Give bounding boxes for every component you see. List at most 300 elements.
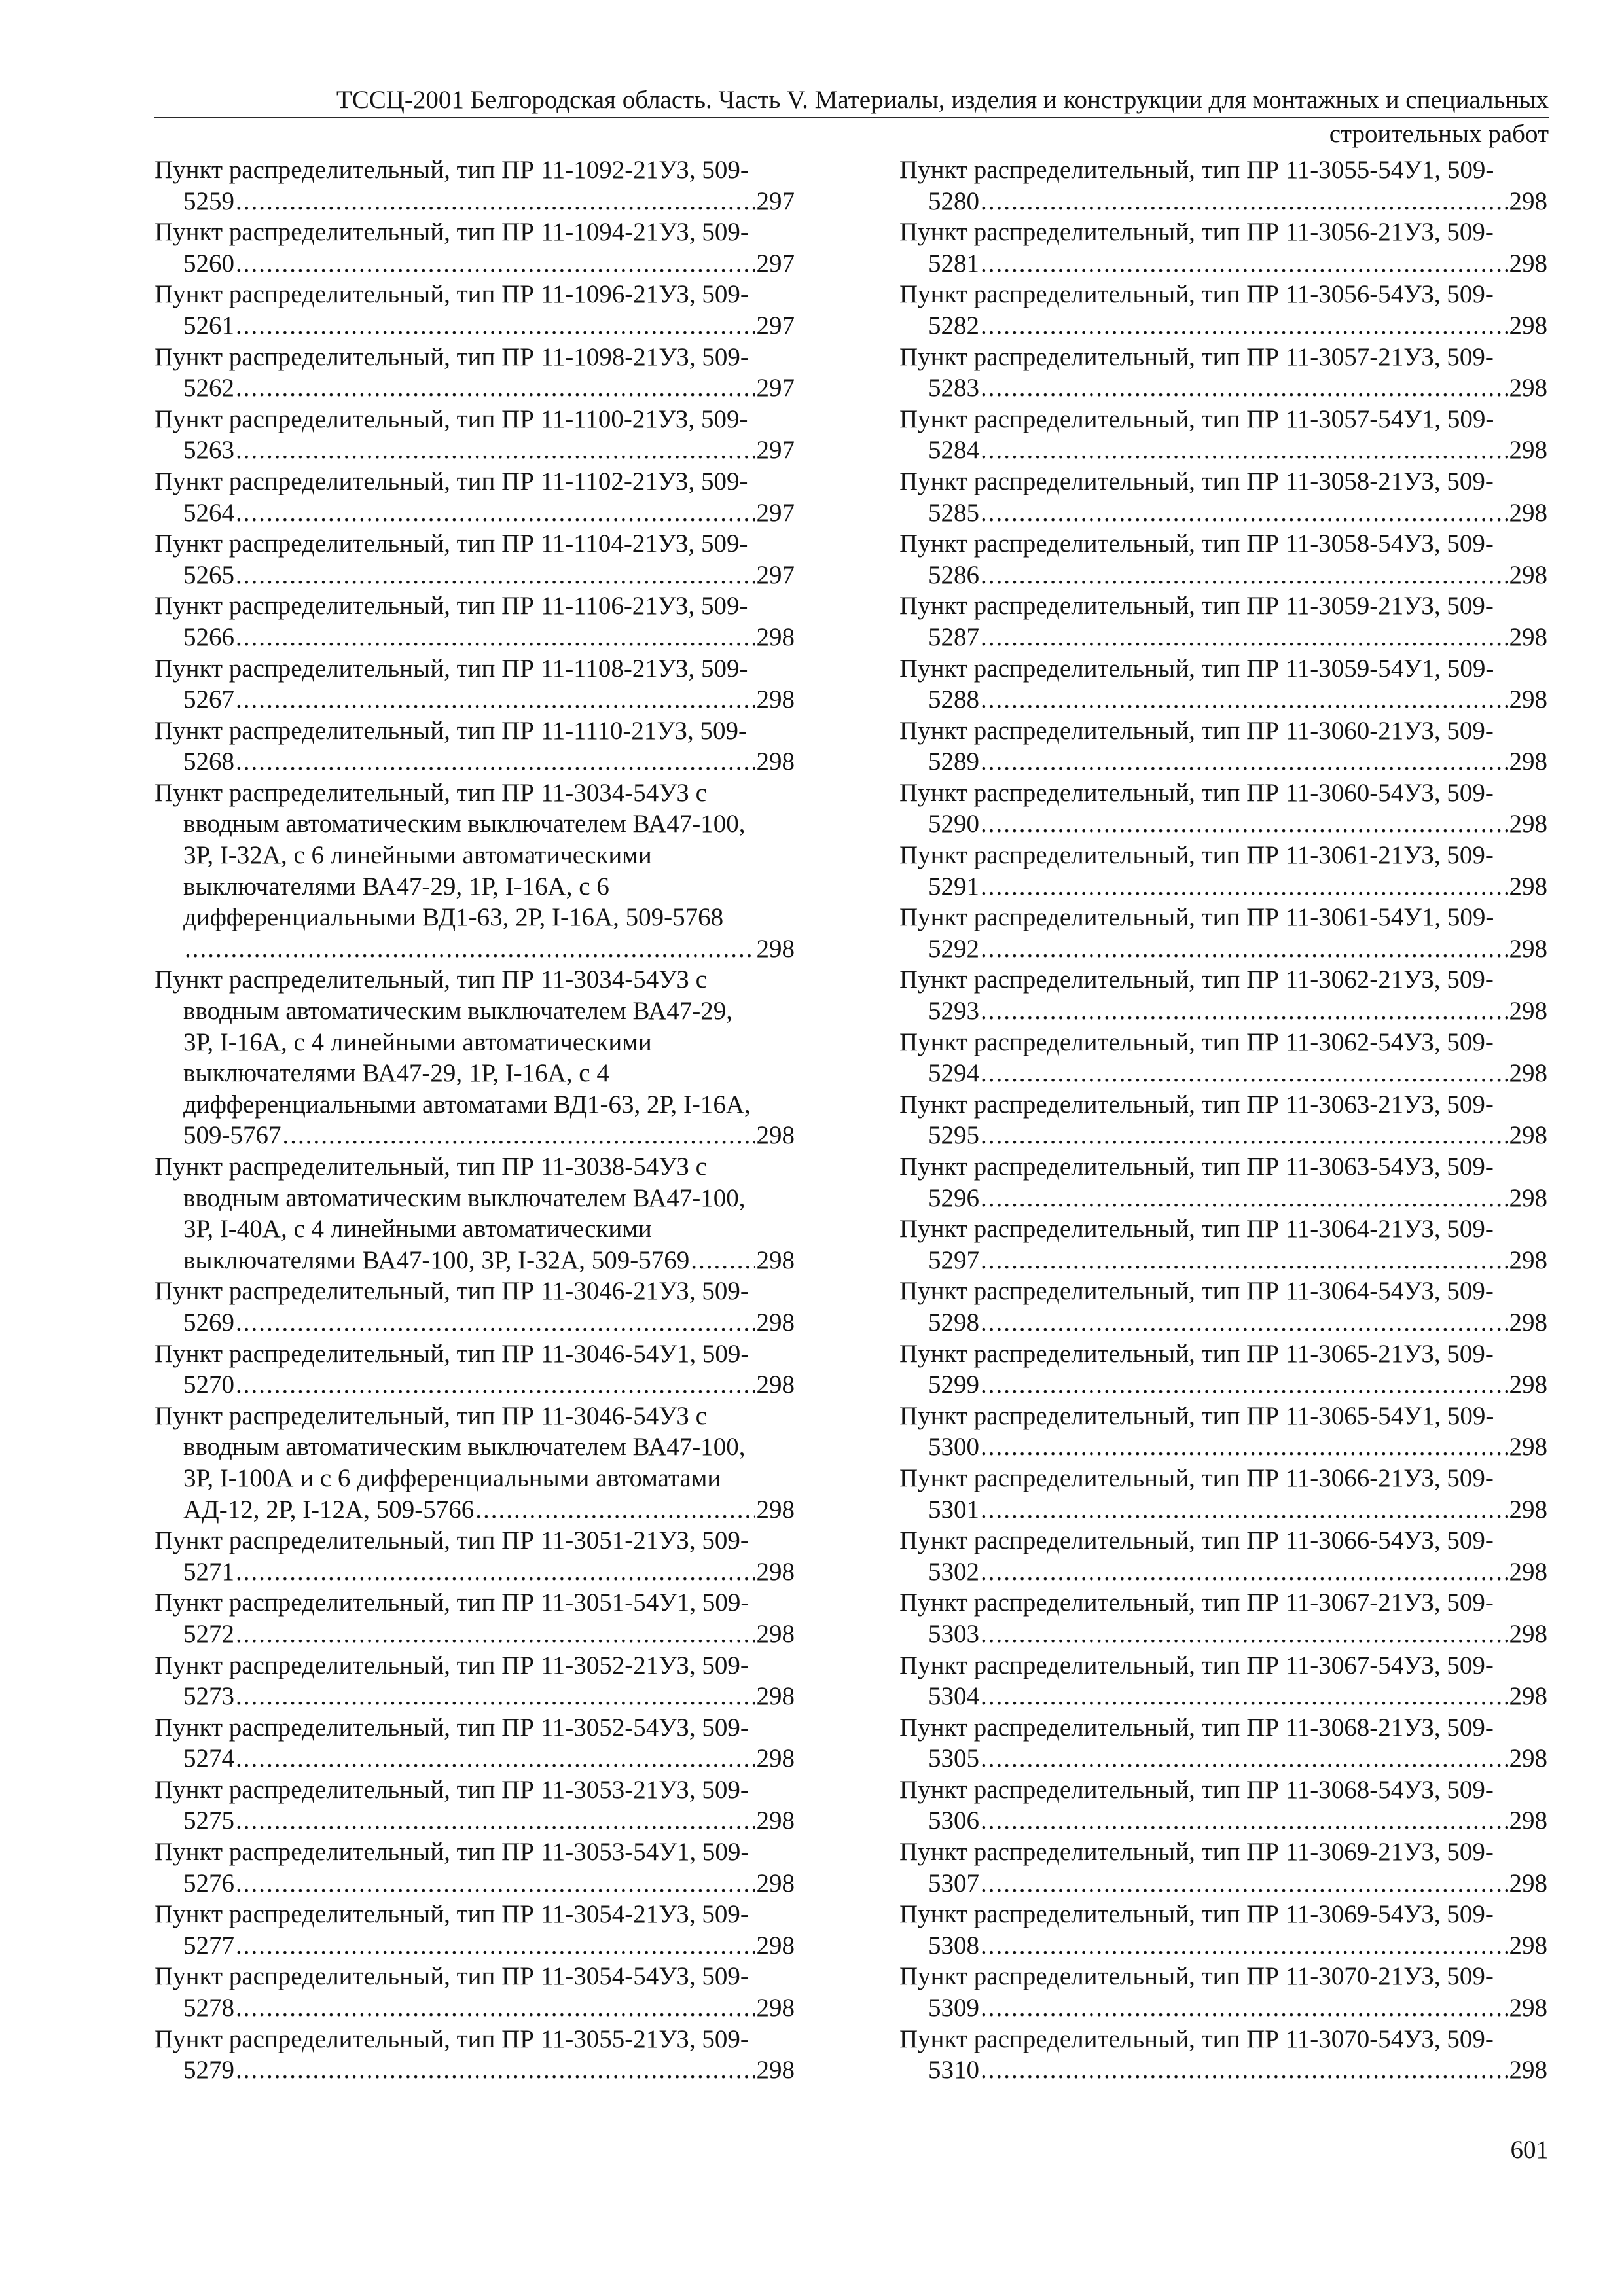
index-entry-page: 298 [756,1121,795,1150]
dot-leader [981,808,1508,840]
index-entry-code: 5301 [928,1495,979,1524]
index-entry-text: Пункт распределительный, тип ПР 11-3054-21УЗ, 509- [154,1900,749,1929]
index-entry-text: Пункт распределительный, тип ПР 11-3046-54УЗ с [154,1401,707,1430]
index-entry-page: 298 [756,2056,795,2085]
index-entry-page: 298 [756,747,795,776]
index-entry [154,715,795,778]
index-entry-page: 298 [1509,560,1547,589]
index-entry-leader-line [899,1930,1547,1962]
index-entry-page: 297 [756,560,795,589]
dot-leader [236,746,755,778]
index-entry-page: 298 [1509,872,1547,901]
index-entry-text: Пункт распределительный, тип ПР 11-3056-21УЗ, 509- [899,218,1494,247]
index-entry-page: 297 [756,249,795,278]
index-entry-leader-line [899,996,1547,1027]
index-entry-leader-line [154,1307,795,1338]
index-entry-text: Пункт распределительный, тип ПР 11-1098-21УЗ, 509- [154,342,749,371]
index-entry-code: 5269 [183,1308,234,1336]
index-entry-code: 5275 [183,1806,234,1835]
dot-leader [475,1494,755,1526]
index-entry-text: вводным автоматическим выключателем ВА47-100, [183,1183,746,1212]
index-entry-leader-line [899,1058,1547,1089]
index-entry [154,653,795,715]
index-entry-leader-line [899,622,1547,653]
index-entry-page: 298 [1509,685,1547,714]
index-entry [899,1899,1547,1961]
index-entry-code: 5262 [183,374,234,403]
dot-leader [981,1805,1508,1837]
index-entry-leader-line [899,1619,1547,1650]
index-entry-text: Пункт распределительный, тип ПР 11-3066-54УЗ, 509- [899,1526,1494,1555]
index-entry [899,1961,1547,2023]
index-entry-code: 5295 [928,1121,979,1150]
dot-leader [236,497,755,529]
index-entry-page: 298 [756,1246,795,1274]
index-entry-leader-line [154,1992,795,2024]
index-entry-page: 298 [756,685,795,714]
dot-leader [981,1930,1508,1962]
index-entry-leader-line [899,1992,1547,2024]
index-column-right [899,154,1547,2086]
index-entry-page: 298 [1509,498,1547,527]
dot-leader [236,310,755,342]
index-entry-leader-line [154,622,795,653]
index-entry-code: 5288 [928,685,979,714]
dot-leader [981,1681,1508,1712]
dot-leader [981,497,1508,529]
index-entry-page: 298 [1509,249,1547,278]
index-entry-text: Пункт распределительный, тип ПР 11-3067-21УЗ, 509- [899,1588,1494,1617]
index-entry-page: 298 [1509,1371,1547,1399]
index-entry-text: Пункт распределительный, тип ПР 11-1102-21УЗ, 509- [154,467,748,495]
index-entry-leader-line [899,1431,1547,1463]
index-entry-code: 5263 [183,436,234,465]
dot-leader [981,1307,1508,1338]
index-entry [154,1899,795,1961]
index-entry [899,528,1547,590]
index-entry-leader-line [899,1805,1547,1837]
dot-leader [981,871,1508,903]
index-entry [154,466,795,528]
index-entry-code: 5293 [928,997,979,1026]
dot-leader [236,1369,755,1401]
index-entry-text: выключателями ВА47-29, 1Р, I-16А, с 6 [183,872,609,901]
dot-leader [236,435,755,466]
index-entry [899,342,1547,404]
index-entry-page: 298 [756,1806,795,1835]
index-entry [899,964,1547,1026]
index-entry-leader-line [899,933,1547,965]
index-entry-leader-line [154,2054,795,2086]
index-entry-text: Пункт распределительный, тип ПР 11-3052-21УЗ, 509- [154,1651,749,1679]
index-entry-page: 298 [1509,1183,1547,1212]
index-entry-page: 298 [1509,622,1547,651]
index-entry-code: 509-5767 [183,1121,281,1150]
index-entry [899,1027,1547,1089]
index-entry [899,1587,1547,1649]
index-entry-code: 5276 [183,1869,234,1897]
index-entry-leader-line [899,186,1547,217]
index-entry [899,1151,1547,1213]
index-entry-code: 5294 [928,1059,979,1088]
dot-leader [236,622,755,653]
running-header: ТССЦ-2001 Белгородская область. Часть V. Материалы, изделия и конструкции для монтажных и специальных [154,85,1549,118]
index-entry-code: 5309 [928,1994,979,2022]
index-entry-text: Пункт распределительный, тип ПР 11-3060-21УЗ, 509- [899,716,1494,745]
index-entry-text: Пункт распределительный, тип ПР 11-3063-54УЗ, 509- [899,1153,1494,1181]
index-entry-leader-line [899,1868,1547,1899]
index-entry-leader-line [154,933,795,965]
index-entry [154,590,795,653]
index-entry-code: 5289 [928,747,979,776]
index-entry-code: 5266 [183,622,234,651]
index-entry-text: дифференциальными автоматами ВД1-63, 2Р, I-16А, [183,1090,751,1119]
index-entry-leader-line [899,1681,1547,1712]
dot-leader [283,1120,755,1151]
index-entry-leader-line [899,2054,1547,2086]
index-entry-page: 298 [1509,2056,1547,2085]
index-entry-text: Пункт распределительный, тип ПР 11-1094-21УЗ, 509- [154,218,749,247]
index-entry-leader-line [154,1245,795,1276]
index-entry [899,154,1547,217]
index-entry-code: 5302 [928,1557,979,1586]
index-entry-leader-line [899,684,1547,715]
index-entry-leader-line [154,1120,795,1151]
index-entry-leader-line [899,746,1547,778]
index-entry-text: Пункт распределительный, тип ПР 11-3062-21УЗ, 509- [899,965,1494,994]
dot-leader [236,1743,755,1774]
index-entry-page: 298 [1509,1059,1547,1088]
index-entry-text: Пункт распределительный, тип ПР 11-1096-21УЗ, 509- [154,280,749,309]
index-entry-leader-line [899,1245,1547,1276]
index-entry-leader-line [899,560,1547,591]
index-entry-page: 297 [756,187,795,215]
dot-leader [981,248,1508,279]
index-entry-page: 297 [756,436,795,465]
index-entry-leader-line [154,1930,795,1962]
index-entry-leader-line [899,1183,1547,1214]
index-entry-text: Пункт распределительный, тип ПР 11-3053-21УЗ, 509- [154,1775,749,1804]
index-entry-leader-line [899,497,1547,529]
index-entry-text: Пункт распределительный, тип ПР 11-3056-54УЗ, 509- [899,280,1494,309]
index-entry-leader-line [899,1556,1547,1588]
index-entry-code: 5300 [928,1433,979,1462]
index-entry-leader-line [899,372,1547,404]
index-entry-page: 298 [756,1495,795,1524]
index-entry-code: 5307 [928,1869,979,1897]
index-entry [899,653,1547,715]
index-entry-code: 5267 [183,685,234,714]
index-entry-text: Пункт распределительный, тип ПР 11-3052-54УЗ, 509- [154,1713,749,1742]
index-entry [154,778,795,965]
index-entry [154,964,795,1151]
index-entry-leader-line [154,1619,795,1650]
index-entry-code: 5271 [183,1557,234,1586]
index-entry-code: 5292 [928,934,979,963]
index-entry-leader-line [899,435,1547,466]
dot-leader [981,684,1508,715]
index-entry-leader-line [899,808,1547,840]
index-entry-page: 298 [756,1931,795,1960]
dot-leader [981,435,1508,466]
index-entry [899,715,1547,778]
index-entry [154,154,795,217]
index-entry [899,404,1547,466]
dot-leader [236,1805,755,1837]
index-entry [899,778,1547,840]
index-entry-code: 5296 [928,1183,979,1212]
index-entry-code: 5284 [928,436,979,465]
index-entry [899,1276,1547,1338]
index-entry [154,1276,795,1338]
index-entry-text: 3Р, I-100А и с 6 дифференциальными автоматами [183,1463,721,1492]
dot-leader [691,1245,755,1276]
index-entry [899,1525,1547,1587]
dot-leader [981,1868,1508,1899]
index-column-left [154,154,795,2086]
dot-leader [236,560,755,591]
index-entry-text: Пункт распределительный, тип ПР 11-1110-21УЗ, 509- [154,716,747,745]
index-entry-text: Пункт распределительный, тип ПР 11-3069-21УЗ, 509- [899,1838,1494,1867]
index-entry-text: Пункт распределительный, тип ПР 11-3064-54УЗ, 509- [899,1277,1494,1306]
dot-leader [236,186,755,217]
dot-leader [981,1183,1508,1214]
index-entry-text: Пункт распределительный, тип ПР 11-1100-21УЗ, 509- [154,404,748,433]
index-entry-text: Пункт распределительный, тип ПР 11-3051-21УЗ, 509- [154,1526,749,1555]
dot-leader [981,1369,1508,1401]
index-entry-page: 298 [1509,187,1547,215]
dot-leader [236,1930,755,1962]
index-entry-leader-line [154,1743,795,1774]
index-entry-page: 298 [756,1308,795,1336]
index-entry-code: 5280 [928,187,979,215]
index-entry [899,590,1547,653]
index-entry-code: 5303 [928,1619,979,1648]
index-entry-page: 298 [1509,1682,1547,1711]
index-entry-page: 298 [756,1557,795,1586]
index-entry [899,217,1547,279]
index-entry-page: 298 [756,1682,795,1711]
index-entry [899,902,1547,964]
index-entry-leader-line [154,248,795,279]
index-entry-code: 5277 [183,1931,234,1960]
index-entry-text: 3Р, I-32А, с 6 линейными автоматическими [183,841,652,870]
index-entry-code: 5291 [928,872,979,901]
index-entry-text: Пункт распределительный, тип ПР 11-3046-21УЗ, 509- [154,1277,749,1306]
index-entry-text: Пункт распределительный, тип ПР 11-3065-54У1, 509- [899,1401,1494,1430]
dot-leader [981,186,1508,217]
index-entry [899,1401,1547,1463]
index-entry-page: 298 [1509,1869,1547,1897]
index-entry-page: 298 [1509,311,1547,340]
index-entry [899,466,1547,528]
index-entry-leader-line [154,1369,795,1401]
dot-leader [981,1992,1508,2024]
index-entry-text: Пункт распределительный, тип ПР 11-3038-54УЗ с [154,1153,707,1181]
index-entry [154,1525,795,1587]
index-entry-code: 5299 [928,1371,979,1399]
index-entry-text: вводным автоматическим выключателем ВА47-100, [183,1433,746,1462]
dot-leader [981,1494,1508,1526]
dot-leader [236,372,755,404]
index-entry [899,1712,1547,1774]
index-entry-code: 5282 [928,311,979,340]
index-entry-leader-line [899,1369,1547,1401]
index-entry-page: 298 [1509,1744,1547,1773]
index-entry [154,1774,795,1837]
index-entry-leader-line [899,1307,1547,1338]
index-entry-text: Пункт распределительный, тип ПР 11-3059-54У1, 509- [899,654,1494,683]
index-entry-code: 5285 [928,498,979,527]
index-entry-code: 5297 [928,1246,979,1274]
index-entry-page: 298 [1509,436,1547,465]
index-entry-text: Пункт распределительный, тип ПР 11-3057-54У1, 509- [899,404,1494,433]
dot-leader [185,933,755,965]
index-entry-page: 298 [1509,1806,1547,1835]
index-entry [154,1837,795,1899]
dot-leader [981,1245,1508,1276]
index-entry-text: Пункт распределительный, тип ПР 11-3055-21УЗ, 509- [154,2024,749,2053]
index-entry [154,1650,795,1712]
index-entry [154,342,795,404]
index-entry-text: 3Р, I-16А, с 4 линейными автоматическими [183,1028,652,1056]
index-entry-page: 298 [1509,1619,1547,1648]
index-entry-text: вводным автоматическим выключателем ВА47-29, [183,997,733,1026]
index-entry-code: 5268 [183,747,234,776]
index-entry [899,1774,1547,1837]
index-entry-page: 298 [1509,934,1547,963]
index-entry-text: дифференциальными ВД1-63, 2Р, I-16А, 509-5768 [183,903,724,932]
index-entry-text: Пункт распределительный, тип ПР 11-3053-54У1, 509- [154,1838,749,1867]
index-entry-page: 298 [756,1371,795,1399]
index-entry-text: Пункт распределительный, тип ПР 11-3058-21УЗ, 509- [899,467,1494,495]
index-entry-text: Пункт распределительный, тип ПР 11-3068-21УЗ, 509- [899,1713,1494,1742]
index-entry-leader-line [154,497,795,529]
index-entry [154,279,795,341]
index-entry-text: Пункт распределительный, тип ПР 11-3059-21УЗ, 509- [899,592,1494,620]
index-entry-page: 298 [756,622,795,651]
index-entry-page: 298 [1509,997,1547,1026]
index-entry-text: Пункт распределительный, тип ПР 11-3055-54У1, 509- [899,156,1494,184]
index-entry-leader-line [899,1494,1547,1526]
index-entry-text: Пункт распределительный, тип ПР 11-3046-54У1, 509- [154,1339,749,1368]
index-entry-leader-line [154,746,795,778]
index-entry-code: 5310 [928,2056,979,2085]
index-entry-code: 5298 [928,1308,979,1336]
index-entry-text: Пункт распределительный, тип ПР 11-3064-21УЗ, 509- [899,1215,1494,1244]
index-entry-leader-line [154,1556,795,1588]
index-entry-page: 297 [756,311,795,340]
index-entry [899,1338,1547,1401]
index-entry [154,404,795,466]
index-entry-text: Пункт распределительный, тип ПР 11-3063-21УЗ, 509- [899,1090,1494,1119]
dot-leader [236,1868,755,1899]
index-entry [154,217,795,279]
index-entry [899,279,1547,341]
index-entry-text: Пункт распределительный, тип ПР 11-3034-54УЗ с [154,965,707,994]
index-entry [154,2024,795,2086]
index-entry-page: 298 [756,1619,795,1648]
index-entry [899,1837,1547,1899]
index-entry-code: 5261 [183,311,234,340]
index-entry-text: Пункт распределительный, тип ПР 11-3066-21УЗ, 509- [899,1463,1494,1492]
dot-leader [981,372,1508,404]
dot-leader [236,1681,755,1712]
index-entry-code: 5305 [928,1744,979,1773]
index-entry-leader-line [899,310,1547,342]
dot-leader [236,1307,755,1338]
index-entry-code: 5308 [928,1931,979,1960]
index-entry-leader-line [154,186,795,217]
index-entry-code: 5265 [183,560,234,589]
index-entry-code: 5286 [928,560,979,589]
index-entry-code: 5283 [928,374,979,403]
index-entry-page: 298 [1509,374,1547,403]
index-entry-text: Пункт распределительный, тип ПР 11-3054-54УЗ, 509- [154,1962,749,1991]
index-entry-text: Пункт распределительный, тип ПР 11-1108-21УЗ, 509- [154,654,748,683]
index-entry-code: 5290 [928,810,979,838]
dot-leader [981,1556,1508,1588]
index-entry-page: 298 [756,1869,795,1897]
index-entry-leader-line [154,560,795,591]
index-entry [899,2024,1547,2086]
dot-leader [981,1431,1508,1463]
index-entry [899,1089,1547,1151]
index-entry-leader-line [899,248,1547,279]
dot-leader [981,1743,1508,1774]
index-entry-text: Пункт распределительный, тип ПР 11-3067-54УЗ, 509- [899,1651,1494,1679]
dot-leader [981,622,1508,653]
index-entry-page: 298 [1509,1994,1547,2022]
index-entry-leader-line [899,1120,1547,1151]
index-entry-leader-line [154,1681,795,1712]
index-entry [154,1712,795,1774]
dot-leader [236,1619,755,1650]
dot-leader [236,2054,755,2086]
index-entry-text: Пункт распределительный, тип ПР 11-3062-54УЗ, 509- [899,1028,1494,1056]
index-entry [154,528,795,590]
index-entry-page: 298 [1509,1931,1547,1960]
index-entry-leader-line [154,1805,795,1837]
dot-leader [981,560,1508,591]
dot-leader [981,2054,1508,2086]
index-entry-text: Пункт распределительный, тип ПР 11-3034-54УЗ с [154,778,707,807]
index-entry-page: 298 [756,1744,795,1773]
index-entry-leader-line [154,684,795,715]
index-entry-code: АД-12, 2Р, I-12А, 509-5766 [183,1495,475,1524]
index-entry-code: 5287 [928,622,979,651]
index-entry-page: 298 [756,1994,795,2022]
index-entry-leader-line [154,310,795,342]
index-entry [154,1338,795,1401]
index-entry-leader-line [154,1868,795,1899]
index-entry-code: 5304 [928,1682,979,1711]
index-entry-text: Пункт распределительный, тип ПР 11-3057-21УЗ, 509- [899,342,1494,371]
index-entry-page: 298 [1509,810,1547,838]
index-entry-page: 298 [756,934,795,963]
index-entry [154,1401,795,1525]
index-entry-code: 5264 [183,498,234,527]
index-entry-code: 5278 [183,1994,234,2022]
index-entry-text: Пункт распределительный, тип ПР 11-3068-54УЗ, 509- [899,1775,1494,1804]
dot-leader [981,1120,1508,1151]
dot-leader [236,248,755,279]
dot-leader [981,1058,1508,1089]
dot-leader [236,684,755,715]
index-entry-page: 298 [1509,1495,1547,1524]
index-entry-text: Пункт распределительный, тип ПР 11-3069-54УЗ, 509- [899,1900,1494,1929]
index-entry-page: 298 [1509,1433,1547,1462]
